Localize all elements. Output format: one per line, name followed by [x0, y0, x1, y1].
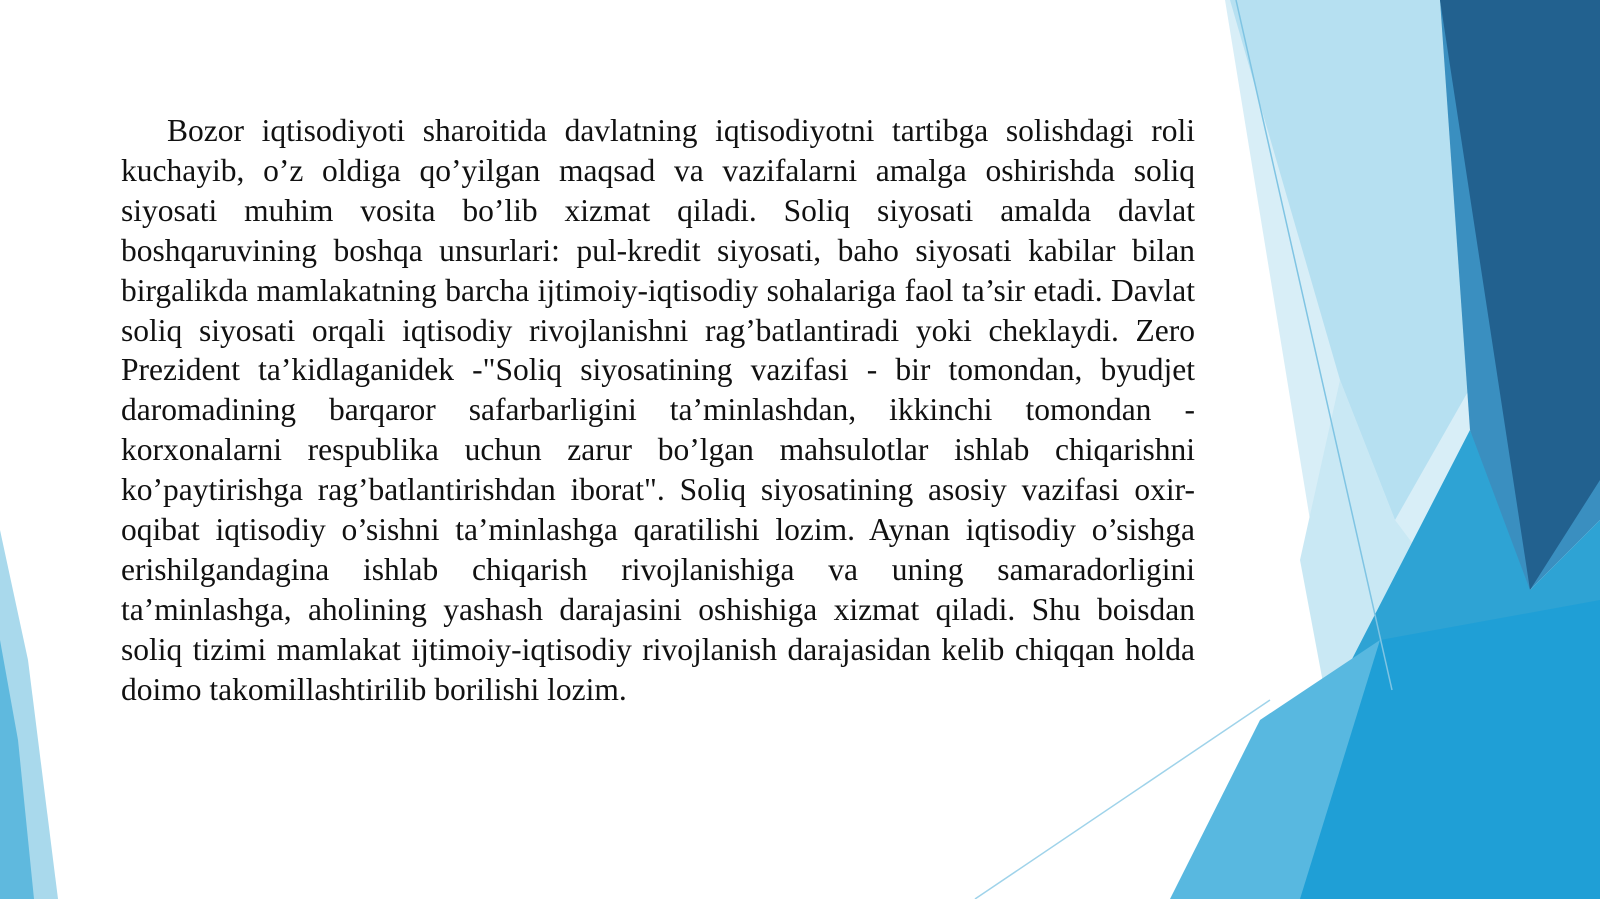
slide-body-paragraph: Bozor iqtisodiyoti sharoitida davlatning iqtisodiyotni tartibga solishdagi roli kuchayib, o’z oldiga qo’yilgan maqsad va vazifalarni amalga oshirishda soliq siyosati muhim vosita bo’lib xizmat qiladi. Soliq siyosati amalda davlat boshqaruvining boshqa unsurlari: pul-kredit siyosati, baho siyosati kabilar bilan birgalikda mamlakatning barcha ijtimoiy-iqtisodiy sohalariga faol ta’sir etadi. Davlat soliq siyosati orqali iqtisodiy rivojlanishni rag’batlantiradi yoki cheklaydi. Zero Prezident ta’kidlaganidek -"Soliq siyosatining vazifasi - bir tomondan, byudjet daromadining barqaror safarbarligini ta’minlashdan, ikkinchi tomondan - korxonalarni respublika uchun zarur bo’lgan mahsulotlar ishlab chiqarishni ko’paytirishga rag’batlantirishdan iborat". Soliq siyosatining asosiy vazifasi oxir-oqibat iqtisodiy o’sishni ta’minlashga qaratilishi lozim. Aynan iqtisodiy o’sishga erishilgandagina ishlab chiqarish rivojlanishiga va uning samaradorligini ta’minlashga, aholining yashash darajasini oshishiga xizmat qiladi. Shu boisdan soliq tizimi mamlakat ijtimoiy-iqtisodiy rivojlanish darajasidan kelib chiqqan holda doimo takomillashtirilib borilishi lozim. — [121, 113, 1195, 707]
